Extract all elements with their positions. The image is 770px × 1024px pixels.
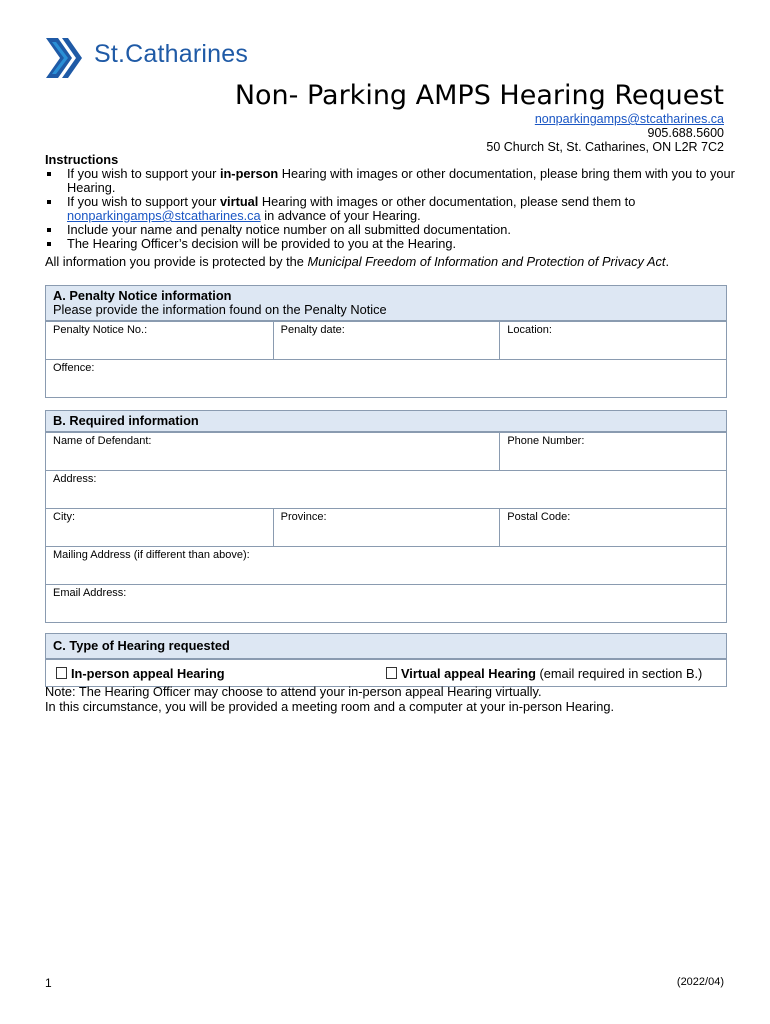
email-address-field[interactable]: Email Address: xyxy=(53,587,127,599)
note-line-2: In this circumstance, you will be provided a meeting room and a computer at your in-person Hearing. xyxy=(45,699,615,714)
section-a-title: A. Penalty Notice information xyxy=(53,288,232,303)
address-field[interactable]: Address: xyxy=(53,473,97,485)
form-row xyxy=(46,584,726,622)
section-a-subtitle: Please provide the information found on the Penalty Notice xyxy=(53,302,387,317)
form-row xyxy=(46,546,726,584)
mailing-address-field[interactable]: Mailing Address (if different than above): xyxy=(53,549,250,561)
item-text: in advance of your Hearing. xyxy=(260,208,421,223)
logo-text: St.Catharines xyxy=(94,40,249,68)
contact-info xyxy=(486,112,724,154)
item-bold: virtual xyxy=(219,194,259,209)
item-text: If you wish to support your xyxy=(67,166,220,181)
phone-number-field[interactable]: Phone Number: xyxy=(499,433,726,470)
item-text: Hearing with images or other documentation, please send them to xyxy=(258,194,636,209)
privacy-text: All information you provide is protected by the xyxy=(45,254,308,269)
privacy-statement xyxy=(45,254,725,269)
contact-phone: 905.688.5600 xyxy=(647,126,724,140)
instructions xyxy=(45,153,735,251)
section-c-hearing-type xyxy=(45,633,727,687)
instructions-list xyxy=(45,167,735,251)
in-person-checkbox[interactable] xyxy=(56,667,67,679)
item-bold: in-person xyxy=(219,166,279,181)
form-row xyxy=(46,470,726,508)
province-field[interactable]: Province: xyxy=(273,509,500,546)
list-item xyxy=(45,195,735,223)
note-line-1: Note: The Hearing Officer may choose to attend your in-person appeal Hearing virtually. xyxy=(45,684,542,699)
section-a-penalty-notice xyxy=(45,285,727,398)
virtual-checkbox[interactable] xyxy=(386,667,397,679)
section-c-header xyxy=(46,634,726,659)
section-b-required-info xyxy=(45,410,727,623)
form-version: (2022/04) xyxy=(676,976,724,988)
list-item xyxy=(45,167,735,195)
privacy-act-name: Municipal Freedom of Information and Protection of Privacy Act xyxy=(307,254,666,269)
page-number: 1 xyxy=(45,976,52,990)
virtual-note: (email required in section B.) xyxy=(535,665,703,681)
privacy-end: . xyxy=(665,254,670,269)
virtual-label: Virtual appeal Hearing xyxy=(401,665,536,681)
city-field[interactable]: City: xyxy=(53,511,75,523)
instructions-heading: Instructions xyxy=(45,152,119,167)
form-row xyxy=(46,321,726,359)
form-row xyxy=(46,508,726,546)
in-person-option[interactable] xyxy=(46,666,386,681)
item-text: If you wish to support your xyxy=(67,194,220,209)
contact-address: 50 Church St, St. Catharines, ON L2R 7C2 xyxy=(486,140,724,154)
postal-code-field[interactable]: Postal Code: xyxy=(499,509,726,546)
hearing-note xyxy=(45,684,735,714)
penalty-date-field[interactable]: Penalty date: xyxy=(273,322,500,359)
st-catharines-logo xyxy=(44,36,274,80)
defendant-name-field[interactable]: Name of Defendant: xyxy=(53,435,152,447)
section-b-title: B. Required information xyxy=(53,413,199,428)
offence-field[interactable]: Offence: xyxy=(53,362,95,374)
instructions-email-link[interactable]: nonparkingamps@stcatharines.ca xyxy=(67,208,261,223)
section-b-header xyxy=(46,411,726,432)
contact-email-link[interactable]: nonparkingamps@stcatharines.ca xyxy=(534,112,724,126)
list-item: Include your name and penalty notice number on all submitted documentation. xyxy=(45,223,735,237)
location-field[interactable]: Location: xyxy=(499,322,726,359)
item-text: Hearing with images or other documentation, please bring them with you to your Hearing. xyxy=(67,166,735,195)
section-c-title: C. Type of Hearing requested xyxy=(53,638,230,653)
form-row xyxy=(46,359,726,397)
section-a-header xyxy=(46,286,726,321)
penalty-notice-no-field[interactable]: Penalty Notice No.: xyxy=(53,324,148,336)
form-row xyxy=(46,432,726,470)
page-title: Non- Parking AMPS Hearing Request xyxy=(234,80,724,111)
in-person-label: In-person appeal Hearing xyxy=(71,665,225,681)
logo-mark-icon xyxy=(44,36,92,80)
virtual-option[interactable] xyxy=(386,666,726,681)
form-row xyxy=(46,659,726,686)
list-item: The Hearing Officer’s decision will be provided to you at the Hearing. xyxy=(45,237,735,251)
